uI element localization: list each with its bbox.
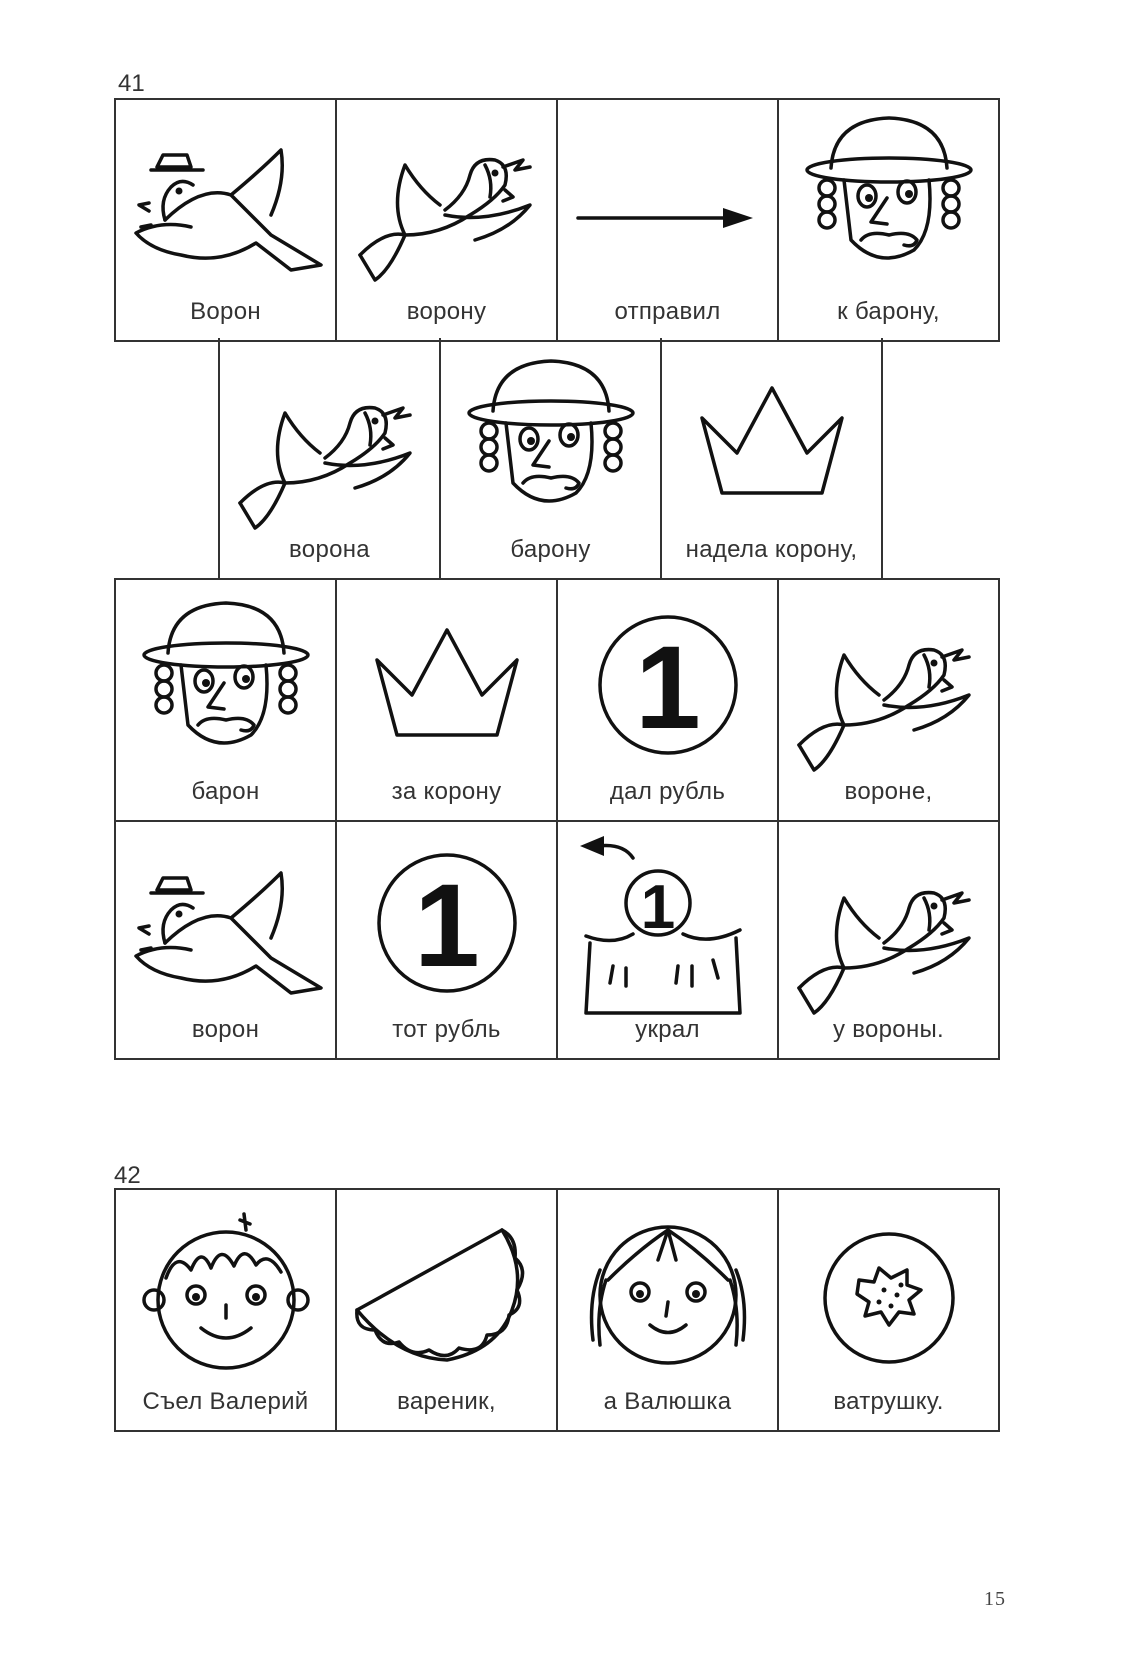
rebus-card: [337, 580, 558, 820]
dumpling-picture: [337, 1190, 558, 1390]
rebus-card: [558, 1190, 779, 1430]
coin-numeral: 1: [414, 860, 480, 992]
baron-picture: [116, 580, 337, 780]
card-caption: тот рубль: [392, 1016, 501, 1043]
exercise-number: 42: [114, 1162, 141, 1189]
boy-face-picture: [116, 1190, 337, 1390]
rebus-card: [558, 100, 779, 340]
rebus-card: [337, 818, 558, 1058]
card-caption: украл: [635, 1016, 700, 1043]
card-caption: Ворон: [190, 298, 261, 325]
exercise-number: 41: [118, 70, 145, 97]
rebus-card: [779, 580, 1000, 820]
coin-picture: [558, 580, 779, 780]
girl-face-picture: [558, 1190, 779, 1390]
card-caption: Съел Валерий: [142, 1388, 309, 1415]
cheesecake-picture: [779, 1190, 1000, 1390]
card-caption: дал рубль: [609, 778, 726, 805]
card-caption: барону: [510, 536, 591, 563]
rebus-card: [558, 580, 779, 820]
rebus-card: [220, 338, 441, 578]
baron-picture: [441, 338, 662, 538]
rebus-card: [662, 338, 883, 578]
baron-picture: [779, 100, 1000, 300]
rebus-card: [779, 818, 1000, 1058]
rebus-card: [116, 580, 337, 820]
page-number: 15: [984, 1588, 1006, 1610]
rebus-row: [218, 338, 883, 580]
card-caption: у вороны.: [832, 1016, 945, 1043]
card-caption: ворона: [289, 536, 370, 563]
card-caption: вареник,: [397, 1388, 496, 1415]
rebus-card: [116, 818, 337, 1058]
card-caption: надела корону,: [685, 536, 858, 563]
rebus-card: [116, 1190, 337, 1430]
rebus-card: [337, 1190, 558, 1430]
card-caption: отправил: [614, 298, 721, 325]
crown-picture: [662, 338, 883, 538]
card-caption: ворон: [191, 1016, 260, 1043]
card-caption: ватрушку.: [833, 1388, 944, 1415]
rebus-card: [441, 338, 662, 578]
raven-picture: [116, 818, 337, 1018]
rebus-row: [114, 1188, 1000, 1432]
crown-picture: [337, 580, 558, 780]
rebus-card: [558, 818, 779, 1058]
card-caption: за корону: [391, 778, 502, 805]
arrow-icon: [558, 100, 779, 300]
coin-numeral: 1: [640, 873, 676, 942]
coin-picture: [337, 818, 558, 1018]
rebus-row: [114, 98, 1000, 342]
card-caption: вороне,: [844, 778, 933, 805]
rebus-row: [114, 578, 1000, 822]
rebus-card: [779, 100, 1000, 340]
crow-picture: [779, 580, 1000, 780]
card-caption: к барону,: [837, 298, 940, 325]
crow-picture: [337, 100, 558, 300]
rebus-row: [114, 818, 1000, 1060]
rebus-card: [779, 1190, 1000, 1430]
card-caption: а Валюшка: [603, 1388, 732, 1415]
crow-picture: [220, 338, 441, 538]
rebus-card: [337, 100, 558, 340]
card-caption: барон: [191, 778, 260, 805]
raven-picture: [116, 100, 337, 300]
stealing-coin-picture: [558, 818, 779, 1018]
rebus-card: [116, 100, 337, 340]
card-caption: ворону: [406, 298, 487, 325]
coin-numeral: 1: [635, 622, 701, 754]
crow-picture: [779, 818, 1000, 1018]
